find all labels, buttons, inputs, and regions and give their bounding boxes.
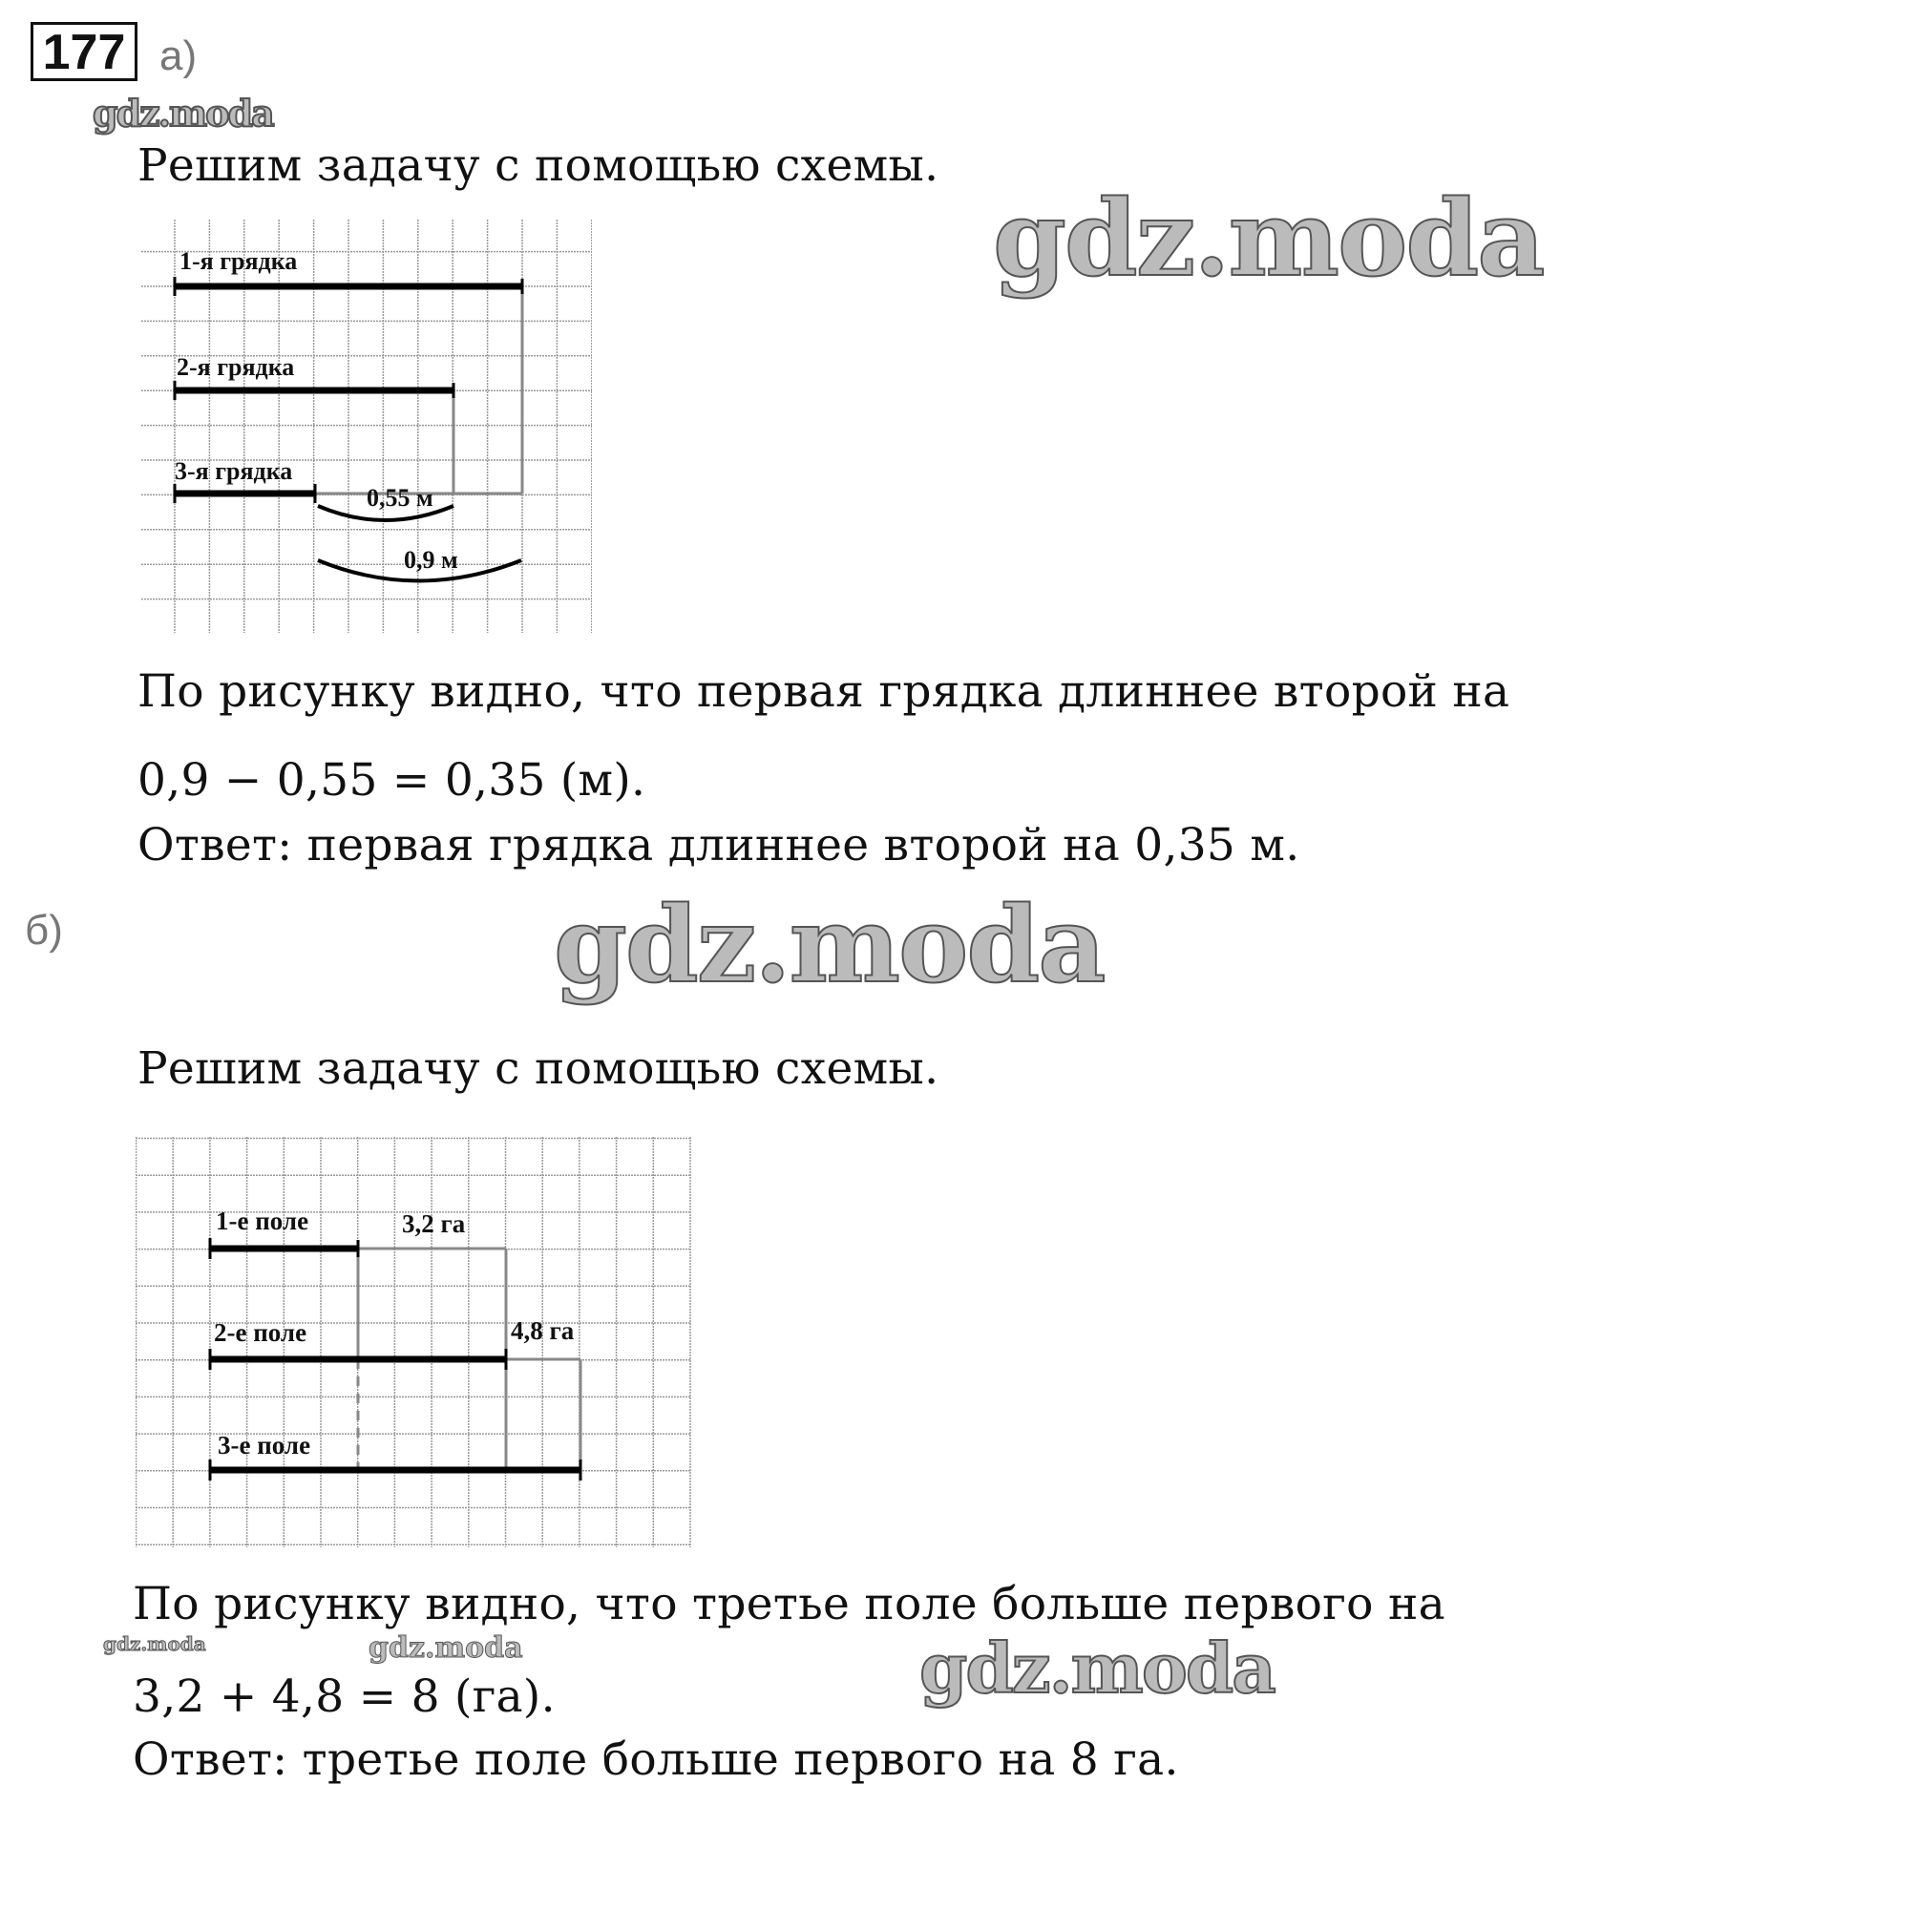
bed-3-label: 3-я грядка <box>175 457 293 485</box>
part-b-answer: Ответ: третье поле больше первого на 8 га. <box>133 1733 1179 1786</box>
field-3-label: 3-е поле <box>218 1431 311 1460</box>
part-b-intro: Решим задачу с помощью схемы. <box>137 1042 939 1095</box>
watermark-small: gdz.moda <box>369 1631 523 1665</box>
diff-small-label: 0,55 м <box>367 484 433 512</box>
watermark-large: gdz.moda <box>993 177 1544 300</box>
part-b-line1: По рисунку видно, что третье поле больше первого на <box>133 1578 1445 1630</box>
watermark-small: gdz.moda <box>93 92 273 135</box>
part-a-label: а) <box>159 32 198 79</box>
part-b-label: б) <box>25 907 63 954</box>
watermark-tiny: gdz.moda <box>103 1632 206 1655</box>
part-a-answer: Ответ: первая грядка длиннее второй на 0,35 м. <box>137 819 1300 872</box>
diff-2-label: 4,8 га <box>511 1316 575 1345</box>
task-number: 177 <box>31 22 137 81</box>
part-a-intro: Решим задачу с помощью схемы. <box>137 139 939 192</box>
diagram-a <box>141 220 592 633</box>
bed-2-label: 2-я грядка <box>177 353 295 381</box>
part-a-line1: По рисунку видно, что первая грядка длиннее второй на <box>137 665 1510 718</box>
diagram-b <box>136 1137 691 1547</box>
bed-1-label: 1-я грядка <box>179 247 298 275</box>
diff-1-label: 3,2 га <box>402 1209 466 1238</box>
watermark-medium: gdz.moda <box>919 1628 1275 1709</box>
watermark-large: gdz.moda <box>554 883 1105 1006</box>
diff-large-label: 0,9 м <box>404 546 458 574</box>
field-2-label: 2-е поле <box>214 1318 307 1347</box>
part-b-calculation: 3,2 + 4,8 = 8 (га). <box>133 1670 556 1723</box>
field-1-label: 1-е поле <box>216 1207 309 1235</box>
part-a-calculation: 0,9 − 0,55 = 0,35 (м). <box>137 754 646 807</box>
